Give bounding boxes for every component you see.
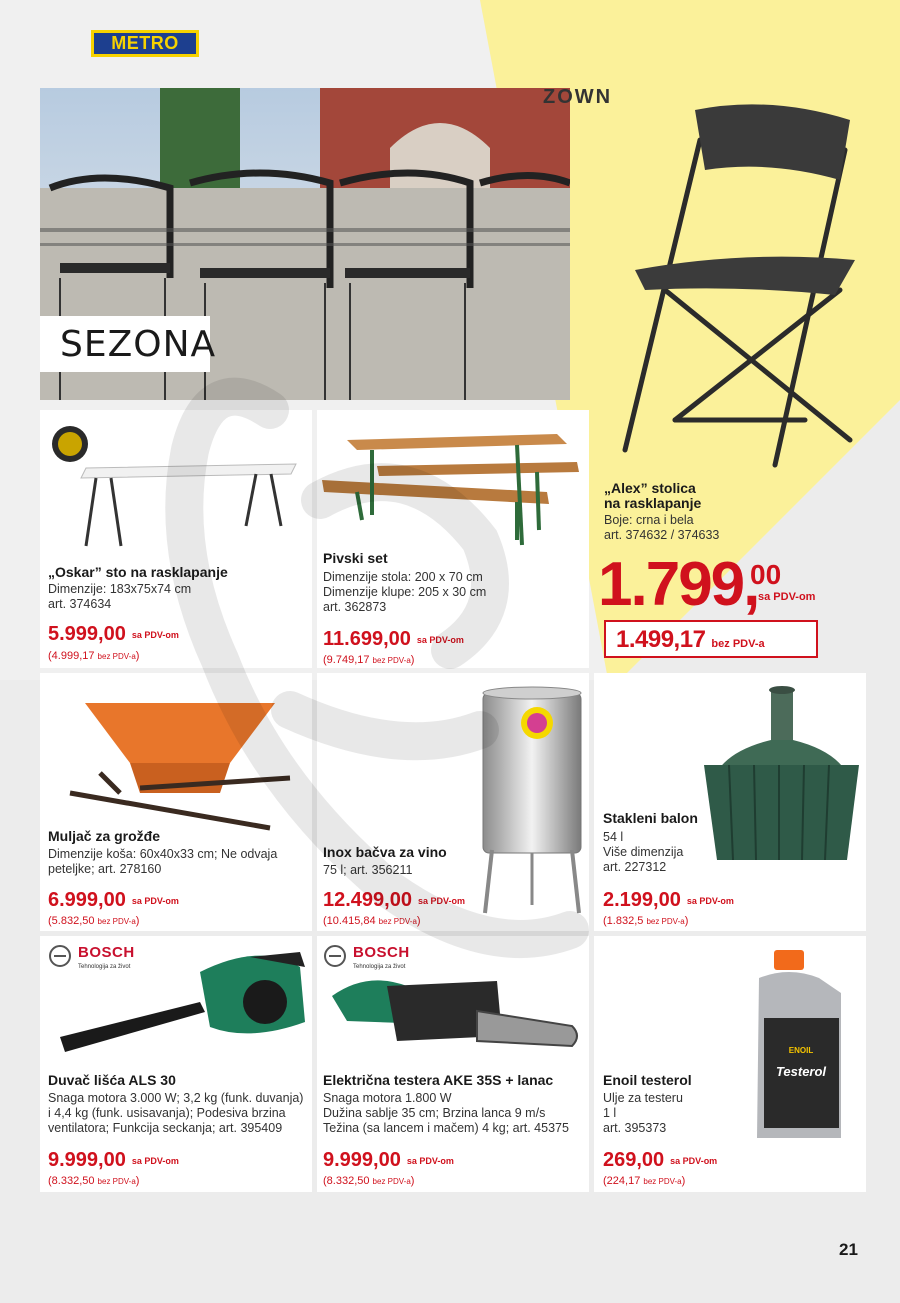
featured-net-price-box	[604, 620, 818, 658]
price-value: 269,00	[603, 1149, 665, 1171]
page-number: 21	[839, 1240, 858, 1259]
price-value: 12.499,00	[323, 889, 412, 911]
product-name: Duvač lišća ALS 30	[48, 1072, 176, 1088]
product-card-oskar[interactable]	[40, 410, 312, 668]
zown-logo: ZOWN	[543, 86, 613, 108]
price-value: 5.999,00	[48, 623, 126, 645]
product-name: Muljač za grožđe	[48, 828, 161, 844]
featured-price	[598, 549, 816, 620]
product-net-price: (4.999,17 bez PDV-a)	[48, 650, 140, 662]
vat-label: sa PDV-om	[406, 1156, 454, 1166]
product-desc-line: art. 395373	[603, 1121, 667, 1135]
vat-label: sa PDV-om	[686, 896, 734, 906]
net-label: bez PDV-a	[97, 1177, 136, 1186]
leaf-blower-image	[50, 942, 310, 1067]
product-card-enoil[interactable]	[594, 936, 866, 1192]
product-net-price: (5.832,50 bez PDV-a)	[48, 915, 140, 927]
product-net-price: (8.332,50 bez PDV-a)	[323, 1175, 415, 1187]
product-net-price: (9.749,17 bez PDV-a)	[323, 654, 415, 666]
net-value: (8.332,50	[323, 1175, 370, 1187]
net-label: bez PDV-a	[372, 1177, 411, 1186]
bosch-tagline: Tehnologija za život	[78, 964, 131, 970]
product-name: Električna testera AKE 35S + lanac	[323, 1072, 554, 1088]
product-net-price: (8.332,50 bez PDV-a)	[48, 1175, 140, 1187]
product-desc-line: 75 l; art. 356211	[323, 863, 413, 877]
product-net-price: (10.415,84 bez PDV-a)	[323, 915, 421, 927]
product-desc-line: art. 362873	[323, 600, 387, 614]
product-price	[603, 1149, 717, 1172]
net-label: bez PDV-a	[97, 652, 136, 661]
bosch-armature-icon	[323, 944, 347, 968]
net-value: (1.832,5	[603, 915, 644, 927]
featured-colors: Boje: crna i bela	[604, 513, 694, 527]
product-desc-line: 1 l	[603, 1106, 617, 1120]
price-value: 9.999,00	[48, 1149, 126, 1171]
net-value: (224,17	[603, 1175, 641, 1187]
featured-name-line1: „Alex” stolica	[604, 480, 696, 496]
price-value: 11.699,00	[323, 628, 411, 650]
net-value: (10.415,84	[323, 915, 376, 927]
product-price	[48, 1149, 179, 1172]
product-name: Stakleni balon	[603, 810, 698, 826]
product-desc-line: Ulje za testeru	[603, 1091, 683, 1105]
vat-label: sa PDV-om	[131, 630, 179, 640]
oil-bottle-image	[749, 948, 849, 1148]
product-desc-line: Dimenzije klupe: 205 x 30 cm	[323, 585, 487, 599]
product-card-inox[interactable]	[317, 673, 589, 931]
product-desc-line: Snaga motora 1.800 W	[323, 1091, 452, 1105]
metro-logo	[91, 30, 199, 57]
product-desc-line: Više dimenzija	[603, 845, 684, 859]
net-label: bez PDV-a	[643, 1177, 682, 1186]
oskar-table-image	[46, 416, 306, 556]
product-price	[603, 889, 734, 912]
steel-barrel-image	[477, 685, 587, 920]
product-price	[323, 889, 465, 912]
product-price	[48, 623, 179, 646]
section-title: SEZONA	[40, 316, 210, 372]
product-price	[323, 628, 464, 651]
product-desc-line: peteljke; art. 278160	[48, 862, 162, 876]
product-card-testera[interactable]	[317, 936, 589, 1192]
featured-price-vat: sa PDV-om	[758, 591, 816, 603]
vat-label: sa PDV-om	[131, 896, 179, 906]
chainsaw-image	[327, 966, 587, 1066]
product-card-muljac[interactable]	[40, 673, 312, 931]
net-label: bez PDV-a	[372, 656, 411, 665]
featured-name-line2: na rasklapanje	[604, 495, 702, 511]
product-desc-line: ventilatora; Funkcija seckanja; art. 395409	[48, 1121, 283, 1135]
grape-crusher-image	[60, 683, 310, 833]
product-card-pivski-set[interactable]	[317, 410, 589, 668]
vat-label: sa PDV-om	[417, 896, 466, 906]
product-desc-line: 54 l	[603, 830, 624, 844]
enoil-label-product: Testerol	[775, 1064, 827, 1079]
product-name: „Oskar” sto na rasklapanje	[48, 564, 228, 580]
bosch-tagline: Tehnologija za život	[353, 964, 406, 970]
vat-label: sa PDV-om	[670, 1156, 718, 1166]
price-value: 9.999,00	[323, 1149, 401, 1171]
glass-demijohn-image	[699, 685, 864, 870]
vat-label: sa PDV-om	[416, 635, 464, 645]
product-desc-line: Dimenzije koša: 60x40x33 cm; Ne odvaja	[48, 847, 278, 861]
product-name: Enoil testerol	[603, 1072, 692, 1088]
bosch-name: BOSCH	[78, 944, 135, 961]
price-value: 6.999,00	[48, 889, 126, 911]
product-desc-line: Dimenzije: 183x75x74 cm	[48, 582, 192, 596]
product-desc-line: Dimenzije stola: 200 x 70 cm	[323, 570, 483, 584]
product-price	[323, 1149, 454, 1172]
alex-chair-image	[605, 100, 875, 480]
product-name: Inox bačva za vino	[323, 844, 447, 860]
product-desc-line: art. 374634	[48, 597, 112, 611]
product-net-price: (1.832,5 bez PDV-a)	[603, 915, 689, 927]
featured-net-label: bez PDV-a	[711, 638, 765, 650]
beer-set-image	[317, 420, 587, 550]
product-desc-line: Dužina sablje 35 cm; Brzina lanca 9 m/s	[323, 1106, 546, 1120]
product-desc-line: art. 227312	[603, 860, 667, 874]
product-desc-line: Snaga motora 3.000 W; 3,2 kg (funk. duvanja)	[48, 1091, 304, 1105]
enoil-label-brand: ENOIL	[788, 1046, 814, 1055]
featured-price-dec: 00	[750, 559, 782, 590]
product-net-price: (224,17 bez PDV-a)	[603, 1175, 686, 1187]
featured-article: art. 374632 / 374633	[604, 528, 720, 542]
product-price	[48, 889, 179, 912]
vat-label: sa PDV-om	[131, 1156, 179, 1166]
net-label: bez PDV-a	[646, 917, 685, 926]
product-desc-line: i 4,4 kg (funk. usisavanja); Podesiva brzina	[48, 1106, 286, 1120]
product-card-balon[interactable]	[594, 673, 866, 931]
product-card-duvac[interactable]	[40, 936, 312, 1192]
logo-text: METRO	[111, 33, 179, 53]
net-value: (9.749,17	[323, 654, 370, 666]
bosch-name: BOSCH	[353, 944, 410, 961]
net-value: (5.832,50	[48, 915, 95, 927]
net-label: bez PDV-a	[378, 917, 417, 926]
net-value: (4.999,17	[48, 650, 95, 662]
price-value: 2.199,00	[603, 889, 681, 911]
featured-price-int: 1.799,	[598, 550, 759, 619]
net-value: (8.332,50	[48, 1175, 95, 1187]
net-label: bez PDV-a	[97, 917, 136, 926]
featured-net-value: 1.499,17	[616, 626, 706, 653]
product-name: Pivski set	[323, 550, 388, 566]
product-desc-line: Težina (sa lancem i mačem) 4 kg; art. 45375	[323, 1121, 569, 1135]
